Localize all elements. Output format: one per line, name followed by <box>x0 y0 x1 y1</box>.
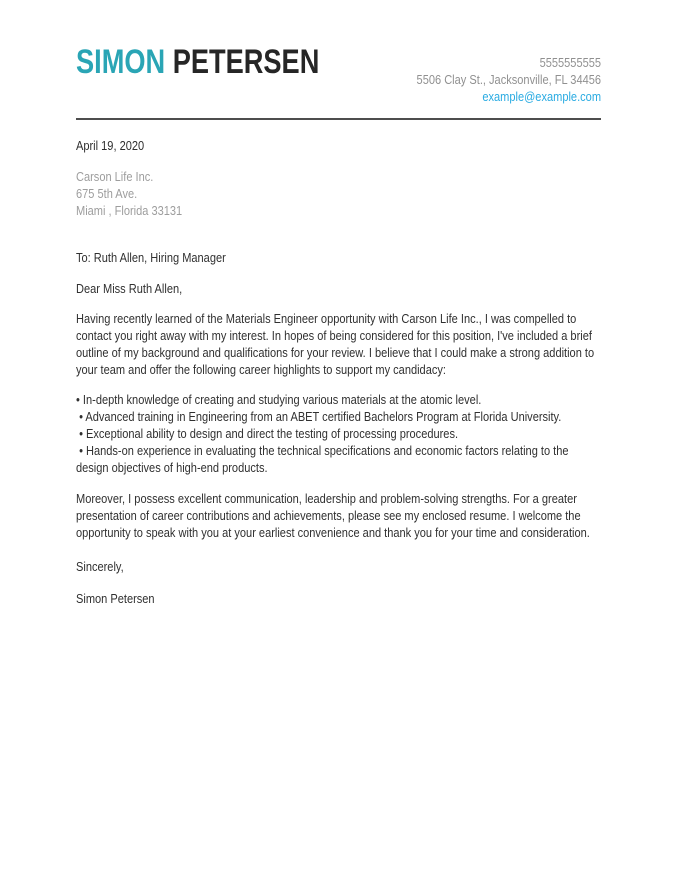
email-link[interactable]: example@example.com <box>482 89 601 104</box>
recipient-company: Carson Life Inc. <box>76 169 154 184</box>
letter-date: April 19, 2020 <box>76 138 145 153</box>
closing-salutation: Sincerely, <box>76 559 124 574</box>
header-divider <box>76 118 601 120</box>
salutation: Dear Miss Ruth Allen, <box>76 281 183 296</box>
intro-paragraph: Having recently learned of the Materials Engineer opportunity with Carson Life Inc., I was compelled to contact you right away with my interest. In hopes of being considered for this position, I've included a brief outline of my background and qualifications for your review. I believe that I could make a strong addition to your team and offer the following career highlights to support my candidacy: <box>76 311 598 377</box>
letter-body <box>76 137 601 607</box>
highlight-item: • Exceptional ability to design and direct the testing of processing procedures. <box>76 426 459 441</box>
signature-name: Simon Petersen <box>76 591 155 606</box>
highlight-item: • Advanced training in Engineering from an ABET certified Bachelors Program at Florida University. <box>76 409 562 424</box>
highlight-item: • Hands-on experience in evaluating the technical specifications and economic factors relating to the design objectives of high-end products. <box>76 443 572 475</box>
recipient-address-block <box>76 168 601 219</box>
contact-info <box>417 54 601 105</box>
highlight-item: • In-depth knowledge of creating and studying various materials at the atomic level. <box>76 392 482 407</box>
to-line: To: Ruth Allen, Hiring Manager <box>76 250 226 265</box>
candidate-first-name: SIMON <box>76 43 166 81</box>
recipient-city-line: Miami , Florida 33131 <box>76 203 183 218</box>
postal-address: 5506 Clay St., Jacksonville, FL 34456 <box>416 72 601 87</box>
candidate-last-name: PETERSEN <box>172 43 320 81</box>
phone-number: 5555555555 <box>539 55 601 70</box>
closing-paragraph: Moreover, I possess excellent communication, leadership and problem-solving strengths. For a greater presentation of career contributions and achievements, please see my enclosed resume. I welcome the opportunity to speak with you at your earliest convenience and thank you for your time and consideration. <box>76 491 590 540</box>
candidate-name <box>76 45 319 79</box>
letter-header <box>76 45 601 105</box>
recipient-street: 675 5th Ave. <box>76 186 138 201</box>
career-highlights-list <box>76 391 601 476</box>
